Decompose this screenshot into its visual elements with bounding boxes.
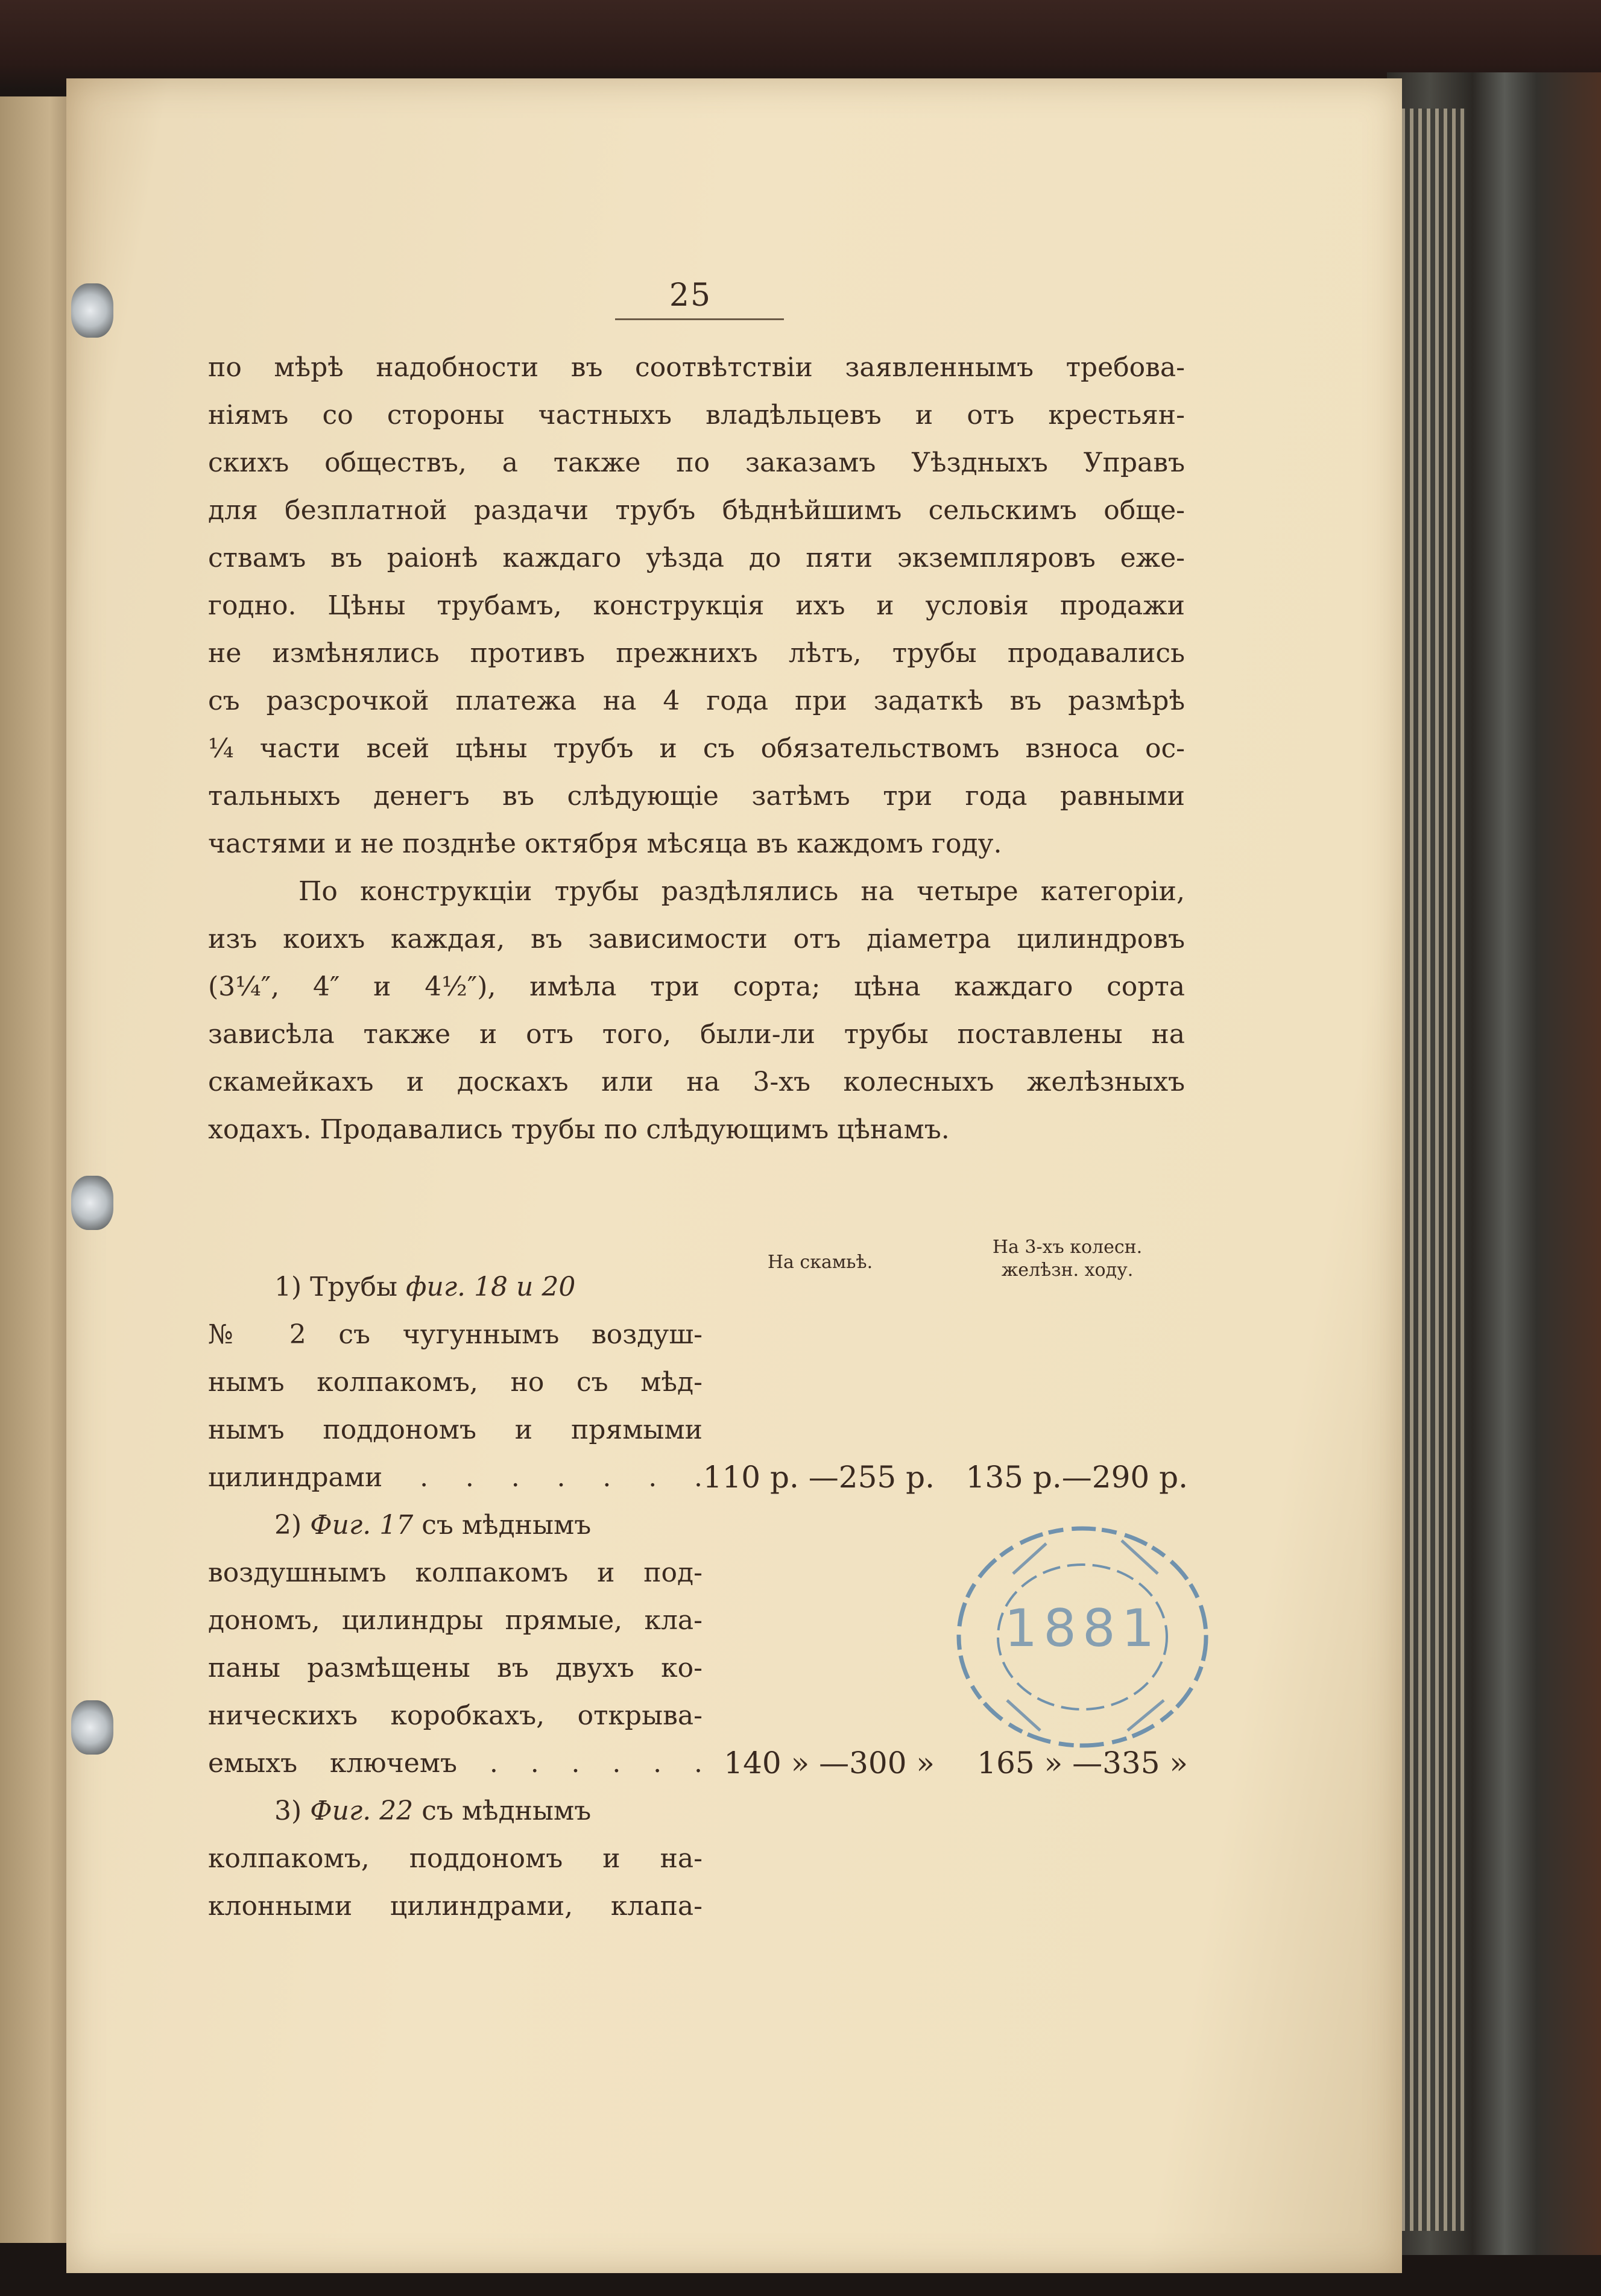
row-2-line: ническихъ коробкахъ, открыва- [208,1700,703,1731]
row-2-line: емыхъ ключемъ . . . . . . [208,1748,703,1779]
price-row-2-label [208,1501,703,1787]
row-1-line: № 2 съ чугуннымъ воздуш- [208,1319,703,1350]
row-3-line: клонными цилиндрами, клапа- [208,1891,703,1922]
row-2-price-bench: 140 » —300 » [724,1746,935,1780]
row-1-line: нымъ поддономъ и прямыми [208,1414,703,1445]
binding-clip-icon [71,1700,113,1755]
body-text [208,344,1185,1153]
text-line: По конструкціи трубы раздѣлялись на четыре категоріи, [298,876,1185,907]
book-cover-top [0,0,1601,90]
row-3-first-line [208,1787,703,1835]
row-1-price-bench: 110 р. —255 р. [703,1460,935,1495]
text-line: скихъ обществъ, а также по заказамъ Уѣздныхъ Управъ [208,447,1185,478]
text-line: частями и не позднѣе октября мѣсяца въ каждомъ году. [208,828,1002,859]
page-edges [1393,109,1465,2231]
row-3-line: колпакомъ, поддономъ и на- [208,1843,703,1874]
text-line: скамейкахъ и доскахъ или на 3-хъ колесныхъ желѣзныхъ [208,1067,1185,1097]
text-line: ніямъ со стороны частныхъ владѣльцевъ и отъ крестьян- [208,400,1185,430]
text-line: ходахъ. Продавались трубы по слѣдующимъ цѣнамъ. [208,1114,950,1145]
text-line: тальныхъ денегъ въ слѣдующіе затѣмъ три года равными [208,781,1185,812]
column-header-bench: На скамьѣ. [767,1252,873,1273]
text-line: зависѣла также и отъ того, были-ли трубы поставлены на [208,1019,1185,1050]
row-1-number: 1) Трубы [274,1272,406,1302]
text-line: (3¼″, 4″ и 4½″), имѣла три сорта; цѣна каждаго сорта [208,971,1185,1002]
price-row-3-label [208,1787,703,1930]
row-1-line: нымъ колпакомъ, но съ мѣд- [208,1367,703,1398]
row-2-line: дономъ, цилиндры прямые, кла- [208,1605,703,1636]
row-2-first-line [208,1501,703,1549]
row-2-line: паны размѣщены въ двухъ ко- [208,1653,703,1683]
row-2-number: 2) [274,1510,311,1541]
row-2-price-wheels: 165 » —335 » [977,1746,1188,1780]
column-header-wheels-line2: желѣзн. ходу. [1001,1260,1134,1281]
text-line: ствамъ въ раіонѣ каждаго уѣзда до пяти экземпляровъ еже- [208,543,1185,573]
library-stamp [941,1507,1224,1767]
row-2-figure: Фиг. 17 [310,1510,414,1541]
row-1-figure: фиг. 18 и 20 [406,1272,576,1302]
column-header-wheels [947,1236,1188,1282]
text-line: съ разсрочкой платежа на 4 года при задаткѣ въ размѣрѣ [208,686,1185,716]
row-1-first-line [208,1263,703,1311]
binding-clip-icon [71,283,113,338]
text-line: годно. Цѣны трубамъ, конструкція ихъ и условія продажи [208,590,1185,621]
row-3-first-line-rest: съ мѣднымъ [413,1796,592,1826]
text-line: по мѣрѣ надобности въ соотвѣтствіи заявленнымъ требова- [208,352,1185,383]
stamp-year: 1881 [1004,1598,1161,1659]
text-line: изъ коихъ каждая, въ зависимости отъ діаметра цилиндровъ [208,924,1185,954]
row-2-line: воздушнымъ колпакомъ и под- [208,1557,703,1588]
row-1-price-wheels: 135 р.—290 р. [965,1460,1188,1495]
text-line: ¼ части всей цѣны трубъ и съ обязательствомъ взноса ос- [208,733,1185,764]
price-row-1-label [208,1263,703,1501]
row-2-first-line-rest: съ мѣднымъ [413,1510,592,1541]
text-line: для безплатной раздачи трубъ бѣднѣйшимъ сельскимъ обще- [208,495,1185,526]
page-number-rule [615,318,784,320]
column-header-wheels-line1: На 3-хъ колесн. [992,1237,1143,1258]
row-3-figure: Фиг. 22 [310,1796,414,1826]
binding-clip-icon [71,1176,113,1230]
page-number: 25 [669,277,712,314]
text-line: не измѣнялись противъ прежнихъ лѣтъ, трубы продавались [208,638,1185,669]
row-3-number: 3) [274,1796,311,1826]
row-1-line: цилиндрами . . . . . . . [208,1462,703,1493]
